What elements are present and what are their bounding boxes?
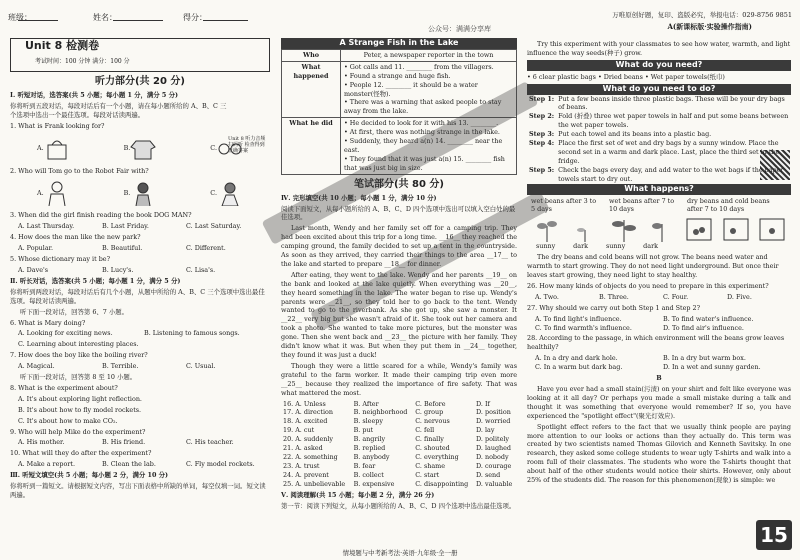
todo-heading: What do you need to do? bbox=[527, 84, 791, 95]
option-c[interactable]: C. Last Saturday. bbox=[186, 222, 242, 231]
option-c[interactable]: C. Four. bbox=[663, 292, 689, 301]
option-c[interactable]: C. In a warm but dark bag. bbox=[535, 363, 623, 372]
choice-row[interactable]: 21. A. asked B. replied C. shouted D. laughed bbox=[283, 444, 512, 453]
table-row-header: Who bbox=[282, 49, 341, 61]
question-2-pictures bbox=[10, 178, 270, 208]
step-row: Step 1: Put a few beans inside three plastic bags. These will be your dry bags of beans. bbox=[529, 94, 785, 112]
unit-subtitle: 考试时间：100 分钟 满分：100 分 bbox=[35, 58, 130, 65]
option-b-sweater-icon[interactable]: B. bbox=[113, 134, 167, 164]
score-label: 得分： bbox=[183, 13, 207, 22]
question-4-options bbox=[10, 244, 270, 253]
passage-b-paragraph-2: Spotlight effect refers to the fact that we usually think people are paying more attention to our looks or actions than they actually do. This term was created by two scientists named Thomas Gilovich and Kenneth Savitsky. In one research, they asked some college students to wear ugly T-shirts and walk into a room full of their classmates. The students who wore the T-shirts thought that about half of the other students would notice their shirts. However, only about 25% of the students did. The reason for this phenomenon(现象) is simple: we bbox=[527, 422, 791, 485]
option-a[interactable]: A. Looking for exciting news. bbox=[18, 329, 113, 338]
question-5-options bbox=[10, 266, 270, 275]
name-label: 姓名： bbox=[93, 13, 117, 22]
option-a[interactable]: A. Magical. bbox=[18, 362, 55, 371]
listening-heading: 听力部分(共 20 分) bbox=[94, 76, 186, 87]
question-10: 10. What will they do after the experiment? bbox=[10, 449, 152, 458]
choice-row[interactable]: 16. A. Unless B. After C. Before D. If bbox=[283, 399, 490, 408]
option-b[interactable]: B. In a dry but warm box. bbox=[663, 354, 746, 363]
result-label: dry beans and cold beans after 7 to 10 days bbox=[687, 196, 770, 214]
question-27-options-2 bbox=[527, 324, 791, 333]
part2-sub2: 听下面一段对话，回答第 8 至 10 小题。 bbox=[20, 373, 137, 382]
option-b[interactable]: B. Clean the lab. bbox=[102, 460, 156, 469]
plant-icon bbox=[608, 216, 640, 242]
blank-13[interactable]: • He decided to look for it with his 13. ________. bbox=[344, 119, 499, 128]
option-d[interactable]: D. To find air's influence. bbox=[663, 323, 744, 332]
blank-12[interactable]: • People 12. ________ it should be a water monster(怪物). bbox=[344, 80, 478, 98]
part2-desc: 你将听到两段对话，每段对话后有几个小题，从题中所给的 A、B、C 三个选项中选出最佳选项。每段对话读两遍。 bbox=[10, 287, 265, 305]
option-b[interactable]: B. Beautiful. bbox=[102, 244, 143, 253]
question-1: 1. What is Frank looking for? bbox=[10, 121, 105, 130]
step-row: Step 3: Put each towel and its beans into a plastic bag. bbox=[529, 130, 712, 139]
choice-row[interactable]: 18. A. excited B. sleepy C. nervous D. worried bbox=[283, 417, 511, 426]
question-9-options bbox=[10, 438, 270, 447]
table-row bbox=[282, 49, 517, 61]
option-a[interactable]: A. Last Thursday. bbox=[18, 222, 75, 231]
option-b[interactable]: B. His friend. bbox=[102, 438, 146, 447]
experiment-conclusion: The dry beans and cold beans will not grow. The beans need water and warmth to start growing. They do not need light underground. But once their leaves start growing, they need light to stay healthy. bbox=[527, 253, 779, 280]
watermark-text: 公众号：满满分享库 bbox=[428, 25, 491, 33]
option-a[interactable]: A. Popular. bbox=[18, 244, 54, 253]
blank-14[interactable]: • Suddenly, they heard a(n) 14. ________ near the east. bbox=[344, 137, 503, 154]
class-field[interactable] bbox=[18, 20, 58, 21]
condition-labels bbox=[527, 242, 667, 251]
question-28-options-2 bbox=[527, 363, 791, 372]
passage-b-paragraph-1: Have you ever had a small stain(污渍) on your shirt and felt like everyone was looking at it all day? Or perhaps you made a small mistake during a talk and thought it was something that everyone would remember? If so, you have experienced the "spotlight effect"(聚光灯效应). bbox=[527, 385, 791, 420]
option-c[interactable]: C. It's about how to make CO₂. bbox=[18, 416, 118, 425]
question-3-options bbox=[10, 222, 270, 231]
option-c[interactable]: C. To find warmth's influence. bbox=[535, 323, 632, 332]
condition-label: sunny bbox=[535, 242, 556, 251]
option-b[interactable]: B. Last Friday. bbox=[102, 222, 149, 231]
results-labels bbox=[527, 195, 791, 217]
option-a-man-icon[interactable]: A. bbox=[26, 178, 80, 208]
question-5: 5. Whose dictionary may it be? bbox=[10, 255, 111, 264]
option-b[interactable]: B. To find water's influence. bbox=[663, 314, 754, 323]
question-7: 7. How does the boy like the boiling river? bbox=[10, 351, 148, 360]
experiment-intro: Try this experiment with your classmates to see how water, warmth, and light influence the way seeds(种子) grow. bbox=[527, 40, 791, 57]
table-line: • There was a warning that asked people to stay away from the lake. bbox=[344, 98, 502, 116]
option-b-boy-icon[interactable]: B. bbox=[113, 178, 167, 208]
unit-title: Unit 8 检测卷 bbox=[25, 39, 100, 52]
step-row: Step 4: Place the first set of wet and dry bags by a sunny window. Place the second set in a warm and dark place. Last, place the third set in the fridge. bbox=[529, 139, 780, 165]
part1-title: Ⅰ. 听短对话，选答案(共 5 小题；每小题 1 分，满分 5 分) bbox=[10, 90, 178, 99]
condition-label: sunny bbox=[605, 242, 626, 251]
written-heading: 笔试部分(共 80 分) bbox=[353, 178, 445, 190]
choice-row[interactable]: 24. A. prevent B. collect C. start D. send bbox=[283, 470, 501, 479]
option-c[interactable]: C. Learning about interesting places. bbox=[18, 340, 139, 349]
option-a[interactable]: A. To find light's influence. bbox=[535, 314, 622, 323]
option-c[interactable]: C. Different. bbox=[186, 244, 226, 253]
need-items: • 6 clear plastic bags • Dried beans • Wet paper towels(纸巾) bbox=[527, 72, 725, 81]
blank-11[interactable]: • Got calls and 11. ________ from the villagers. bbox=[344, 62, 494, 71]
question-28-options bbox=[527, 354, 791, 363]
name-field[interactable] bbox=[113, 20, 163, 21]
cloze-paragraph-3: Though they were a little scared for a while, Wendy's family was grateful to the farm worker. It made their camping trip even more __25__ because they realized the importance of fire safety. That was what mattered the most. bbox=[281, 361, 517, 397]
option-d[interactable]: D. Five. bbox=[727, 292, 752, 301]
option-b[interactable]: B. Listening to famous songs. bbox=[144, 329, 240, 338]
happen-heading: What happens? bbox=[527, 184, 791, 195]
table-row-header: What happened bbox=[282, 61, 341, 117]
blank-15[interactable]: • They found that it was just a(n) 15. ________ fish that was just big in size. bbox=[344, 154, 505, 172]
section-b-label: B bbox=[656, 374, 662, 383]
option-c[interactable]: C. Usual. bbox=[186, 362, 216, 371]
choice-row[interactable]: 19. A. cut B. put C. fell D. lay bbox=[283, 426, 495, 435]
part5-title: Ⅴ. 阅读理解(共 15 小题；每小题 2 分，满分 26 分) bbox=[281, 490, 435, 499]
option-a-bag-icon[interactable]: A. bbox=[26, 134, 80, 164]
table-row-header: What he did bbox=[282, 118, 341, 174]
need-heading: What do you need? bbox=[527, 60, 791, 71]
option-c-glasses-icon[interactable]: C. bbox=[200, 134, 254, 164]
table-line: • At first, there was nothing strange in the lake. bbox=[344, 128, 500, 137]
question-4: 4. How does the man like the new park? bbox=[10, 233, 141, 242]
question-26-options bbox=[527, 293, 791, 302]
page-header bbox=[8, 10, 792, 32]
bean-bag-icon bbox=[684, 216, 714, 242]
table-cell: Peter, a newspaper reporter in the town bbox=[341, 49, 517, 61]
question-6-options bbox=[10, 329, 270, 338]
question-26: 26. How many kinds of objects do you need to prepare in this experiment? bbox=[527, 281, 769, 290]
bean-bag-icon bbox=[757, 216, 787, 242]
condition-label: dark bbox=[573, 242, 589, 251]
cloze-paragraph-2: After eating, they went to the lake. Wendy and her parents __19__ on the bank and looked at the lake quietly. When everything was __20__, they heard something in the lake. The water began to rise up. Wendy's parents were __21__, so they told her to go back to the tent. Wendy wanted to go to the riverbank. As she got up, she saw a monster. It __22__ very big but she wasn't afraid of it. She took out her camera and took a photo. She wanted to take more pictures, but the monster was gone. Then she went back and __23__ the picture with her family. They didn't know what it was. But when they put them in __24__ together, they found it was just a duck! bbox=[281, 270, 517, 359]
bean-bag-icon bbox=[721, 216, 751, 242]
choice-row[interactable]: 25. A. unbelievable B. expensive C. disappointing D. valuable bbox=[283, 479, 513, 488]
table-title: A Strange Fish in the Lake bbox=[281, 38, 517, 49]
column-reading-2 bbox=[527, 38, 791, 546]
results-illustration bbox=[527, 216, 791, 242]
question-2: 2. Who will Tom go to the Robot Fair with? bbox=[10, 166, 149, 175]
option-c[interactable]: C. Lisa's. bbox=[186, 265, 216, 274]
option-a[interactable]: A. Dave's bbox=[18, 265, 49, 274]
option-d[interactable]: D. In a wet and sunny garden. bbox=[663, 363, 761, 372]
question-27: 27. Why should we carry out both Step 1 and Step 2? bbox=[527, 303, 701, 312]
choice-row[interactable]: 20. A. suddenly B. angrily C. finally D. politely bbox=[283, 435, 510, 444]
option-a[interactable]: A. His mother. bbox=[18, 438, 65, 447]
part2-title: Ⅱ. 听长对话，选答案(共 5 小题；每小题 1 分，满分 5 分) bbox=[10, 276, 181, 285]
cloze-choices bbox=[281, 400, 517, 489]
plant-icon bbox=[646, 216, 678, 242]
question-7-options bbox=[10, 362, 270, 371]
option-c-girl-icon[interactable]: C. bbox=[200, 178, 254, 208]
option-b[interactable]: B. Lucy's. bbox=[102, 265, 134, 274]
option-b[interactable]: B. Three. bbox=[599, 292, 629, 301]
question-10-options bbox=[10, 460, 270, 469]
option-a[interactable]: A. Two. bbox=[535, 292, 559, 301]
sprout-icon bbox=[531, 216, 563, 242]
sprout-icon bbox=[569, 216, 601, 242]
question-28: 28. According to the passage, in which environment will the beans grow leaves healthily? bbox=[527, 334, 785, 352]
step-row: Step 2: Fold (折叠) three wet paper towels in half and put some beans between the wet paper towels. bbox=[529, 112, 789, 130]
part3-title: Ⅲ. 听短文填空(共 5 小题；每小题 2 分，满分 10 分) bbox=[10, 471, 169, 480]
result-label: wet beans after 3 to 5 days bbox=[531, 196, 597, 214]
question-3: 3. When did the girl finish reading the book DOG MAN? bbox=[10, 211, 192, 220]
score-field[interactable] bbox=[203, 20, 248, 21]
page-footer: 情境题与中考新考法·英语·九年级·全一册 bbox=[342, 549, 458, 557]
choice-row[interactable]: 23. A. trust B. fear C. shame D. courage bbox=[283, 461, 512, 470]
option-a[interactable]: A. It's about exploring light reflection. bbox=[18, 394, 142, 403]
option-c[interactable]: C. Fly model rockets. bbox=[186, 460, 255, 469]
condition-label: dark bbox=[643, 242, 659, 251]
result-label: wet beans after 7 to 10 days bbox=[609, 196, 675, 214]
question-8: 8. What is the experiment about? bbox=[10, 383, 118, 392]
page-number-badge: 15 bbox=[756, 520, 792, 550]
steps-list bbox=[527, 95, 791, 184]
publisher-note: 万唯原创好题，复印、盗版必究，举报电话：029-8756 9851 bbox=[612, 11, 792, 19]
choice-row[interactable]: 17. A. direction B. neighborhood C. group D. position bbox=[283, 408, 511, 417]
option-b[interactable]: B. It's about how to fly model rockets. bbox=[18, 405, 142, 414]
part4-title: Ⅳ. 完形填空(共 10 小题；每小题 1 分，满分 10 分) bbox=[281, 193, 437, 202]
unit-title-box bbox=[10, 38, 270, 72]
question-27-options bbox=[527, 315, 791, 324]
option-a[interactable]: A. Make a report. bbox=[18, 460, 75, 469]
class-label: 班级： bbox=[8, 13, 32, 22]
part5-desc: 第一节：阅读下列短文，从每小题所给的 A、B、C、D 四个选项中选出最佳选项。 bbox=[281, 501, 516, 510]
part3-desc: 你将听到一篇短文。请根据短文内容，写出下面表格中所缺的单词，每空仅填一词。短文读两遍。 bbox=[10, 482, 266, 499]
part2-sub1: 听下面一段对话，回答第 6、7 小题。 bbox=[20, 307, 129, 316]
qr-caption: Unit 8 听力音频 扫码听 检查得到正确答案 bbox=[228, 136, 266, 154]
option-a[interactable]: A. In a dry and dark hole. bbox=[535, 354, 618, 363]
step-row: Step 5: Check the bags every day, and add water to the wet bags if the paper towels start to dry out. bbox=[529, 165, 784, 183]
part4-desc: 阅读下面短文，从每小题所给的 A、B、C、D 四个选项中选出可以填入空白处的最佳选项。 bbox=[281, 204, 516, 222]
question-6: 6. What is Mary doing? bbox=[10, 318, 86, 327]
question-9: 9. Who will help Mike do the experiment? bbox=[10, 427, 146, 436]
edition-label: A(新课标版·实验操作指南) bbox=[667, 22, 752, 31]
option-b[interactable]: B. Terrible. bbox=[102, 362, 139, 371]
table-line: • Found a strange and huge fish. bbox=[344, 71, 451, 80]
option-c[interactable]: C. His teacher. bbox=[186, 438, 234, 447]
choice-row[interactable]: 22. A. something B. anybody C. everything D. nobody bbox=[283, 452, 509, 461]
column-listening bbox=[10, 38, 270, 546]
cloze-paragraph-1: Last month, Wendy and her family set off for a camping trip. They had been excited about this trip for a long time. __16__ they reached the camping ground, the family decided to set up a tent in the countryside. As soon as they arrived, they carried their things to the area __17__ to the lake and started to prepare __18__ for dinner. bbox=[281, 224, 517, 268]
part1-desc: 你将听到五段对话，每段对话后有一个小题，请在每小题所给的 A、B、C 三个选项中选出一个最佳选项。每段对话读两遍。 bbox=[10, 101, 227, 119]
